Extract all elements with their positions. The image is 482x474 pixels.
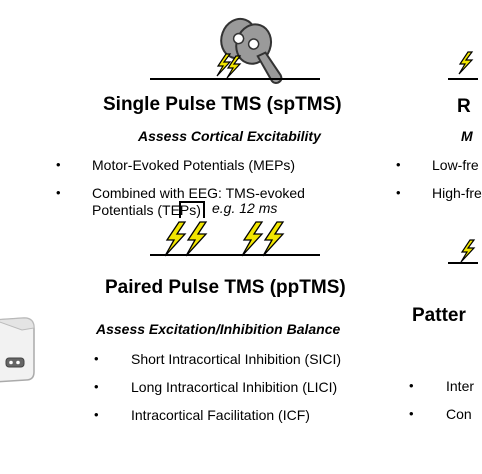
list-item: Short Intracortical Inhibition (SICI)	[131, 351, 342, 367]
sptms-subtitle: Assess Cortical Excitability	[138, 128, 321, 144]
right-title-bottom: Patter	[412, 305, 466, 326]
bullet: •	[396, 185, 401, 200]
right-title-top: R	[457, 96, 471, 117]
list-item: Inter	[446, 378, 475, 394]
bullet: •	[94, 407, 99, 422]
lightning-bolt-icon	[184, 222, 208, 256]
bullet: •	[409, 406, 414, 421]
list-item: Long Intracortical Inhibition (LICI)	[131, 379, 338, 395]
spTMS-divider	[150, 78, 320, 80]
list-item: Con	[446, 406, 472, 422]
list-item: Low-fre	[432, 157, 479, 173]
bullet: •	[56, 157, 61, 172]
pulse-interval-bracket	[178, 200, 208, 220]
list-item: High-fre	[432, 185, 482, 201]
pptms-title: Paired Pulse TMS (ppTMS)	[105, 277, 346, 298]
list-item: Motor-Evoked Potentials (MEPs)	[92, 157, 296, 173]
right-subtitle-top: M	[461, 128, 473, 144]
bullet: •	[94, 379, 99, 394]
coil-fragment-icon	[458, 240, 478, 270]
stimulator-device-icon	[0, 312, 34, 382]
lightning-bolt-icon	[261, 222, 285, 256]
list-item: Combined with EEG: TMS-evoked Potentials (TEPs)	[92, 185, 305, 218]
lightning-bolt-icon	[224, 56, 244, 78]
bullet: •	[396, 157, 401, 172]
interval-label: e.g. 12 ms	[212, 200, 278, 216]
right-divider-bottom	[448, 262, 478, 264]
bullet: •	[94, 351, 99, 366]
ppTMS-divider	[150, 254, 320, 256]
bullet: •	[409, 378, 414, 393]
bullet: •	[56, 185, 61, 200]
sptms-title: Single Pulse TMS (spTMS)	[103, 94, 342, 115]
pptms-subtitle: Assess Excitation/Inhibition Balance	[96, 321, 341, 337]
list-item: Intracortical Facilitation (ICF)	[131, 407, 310, 423]
right-divider-top	[448, 78, 478, 80]
